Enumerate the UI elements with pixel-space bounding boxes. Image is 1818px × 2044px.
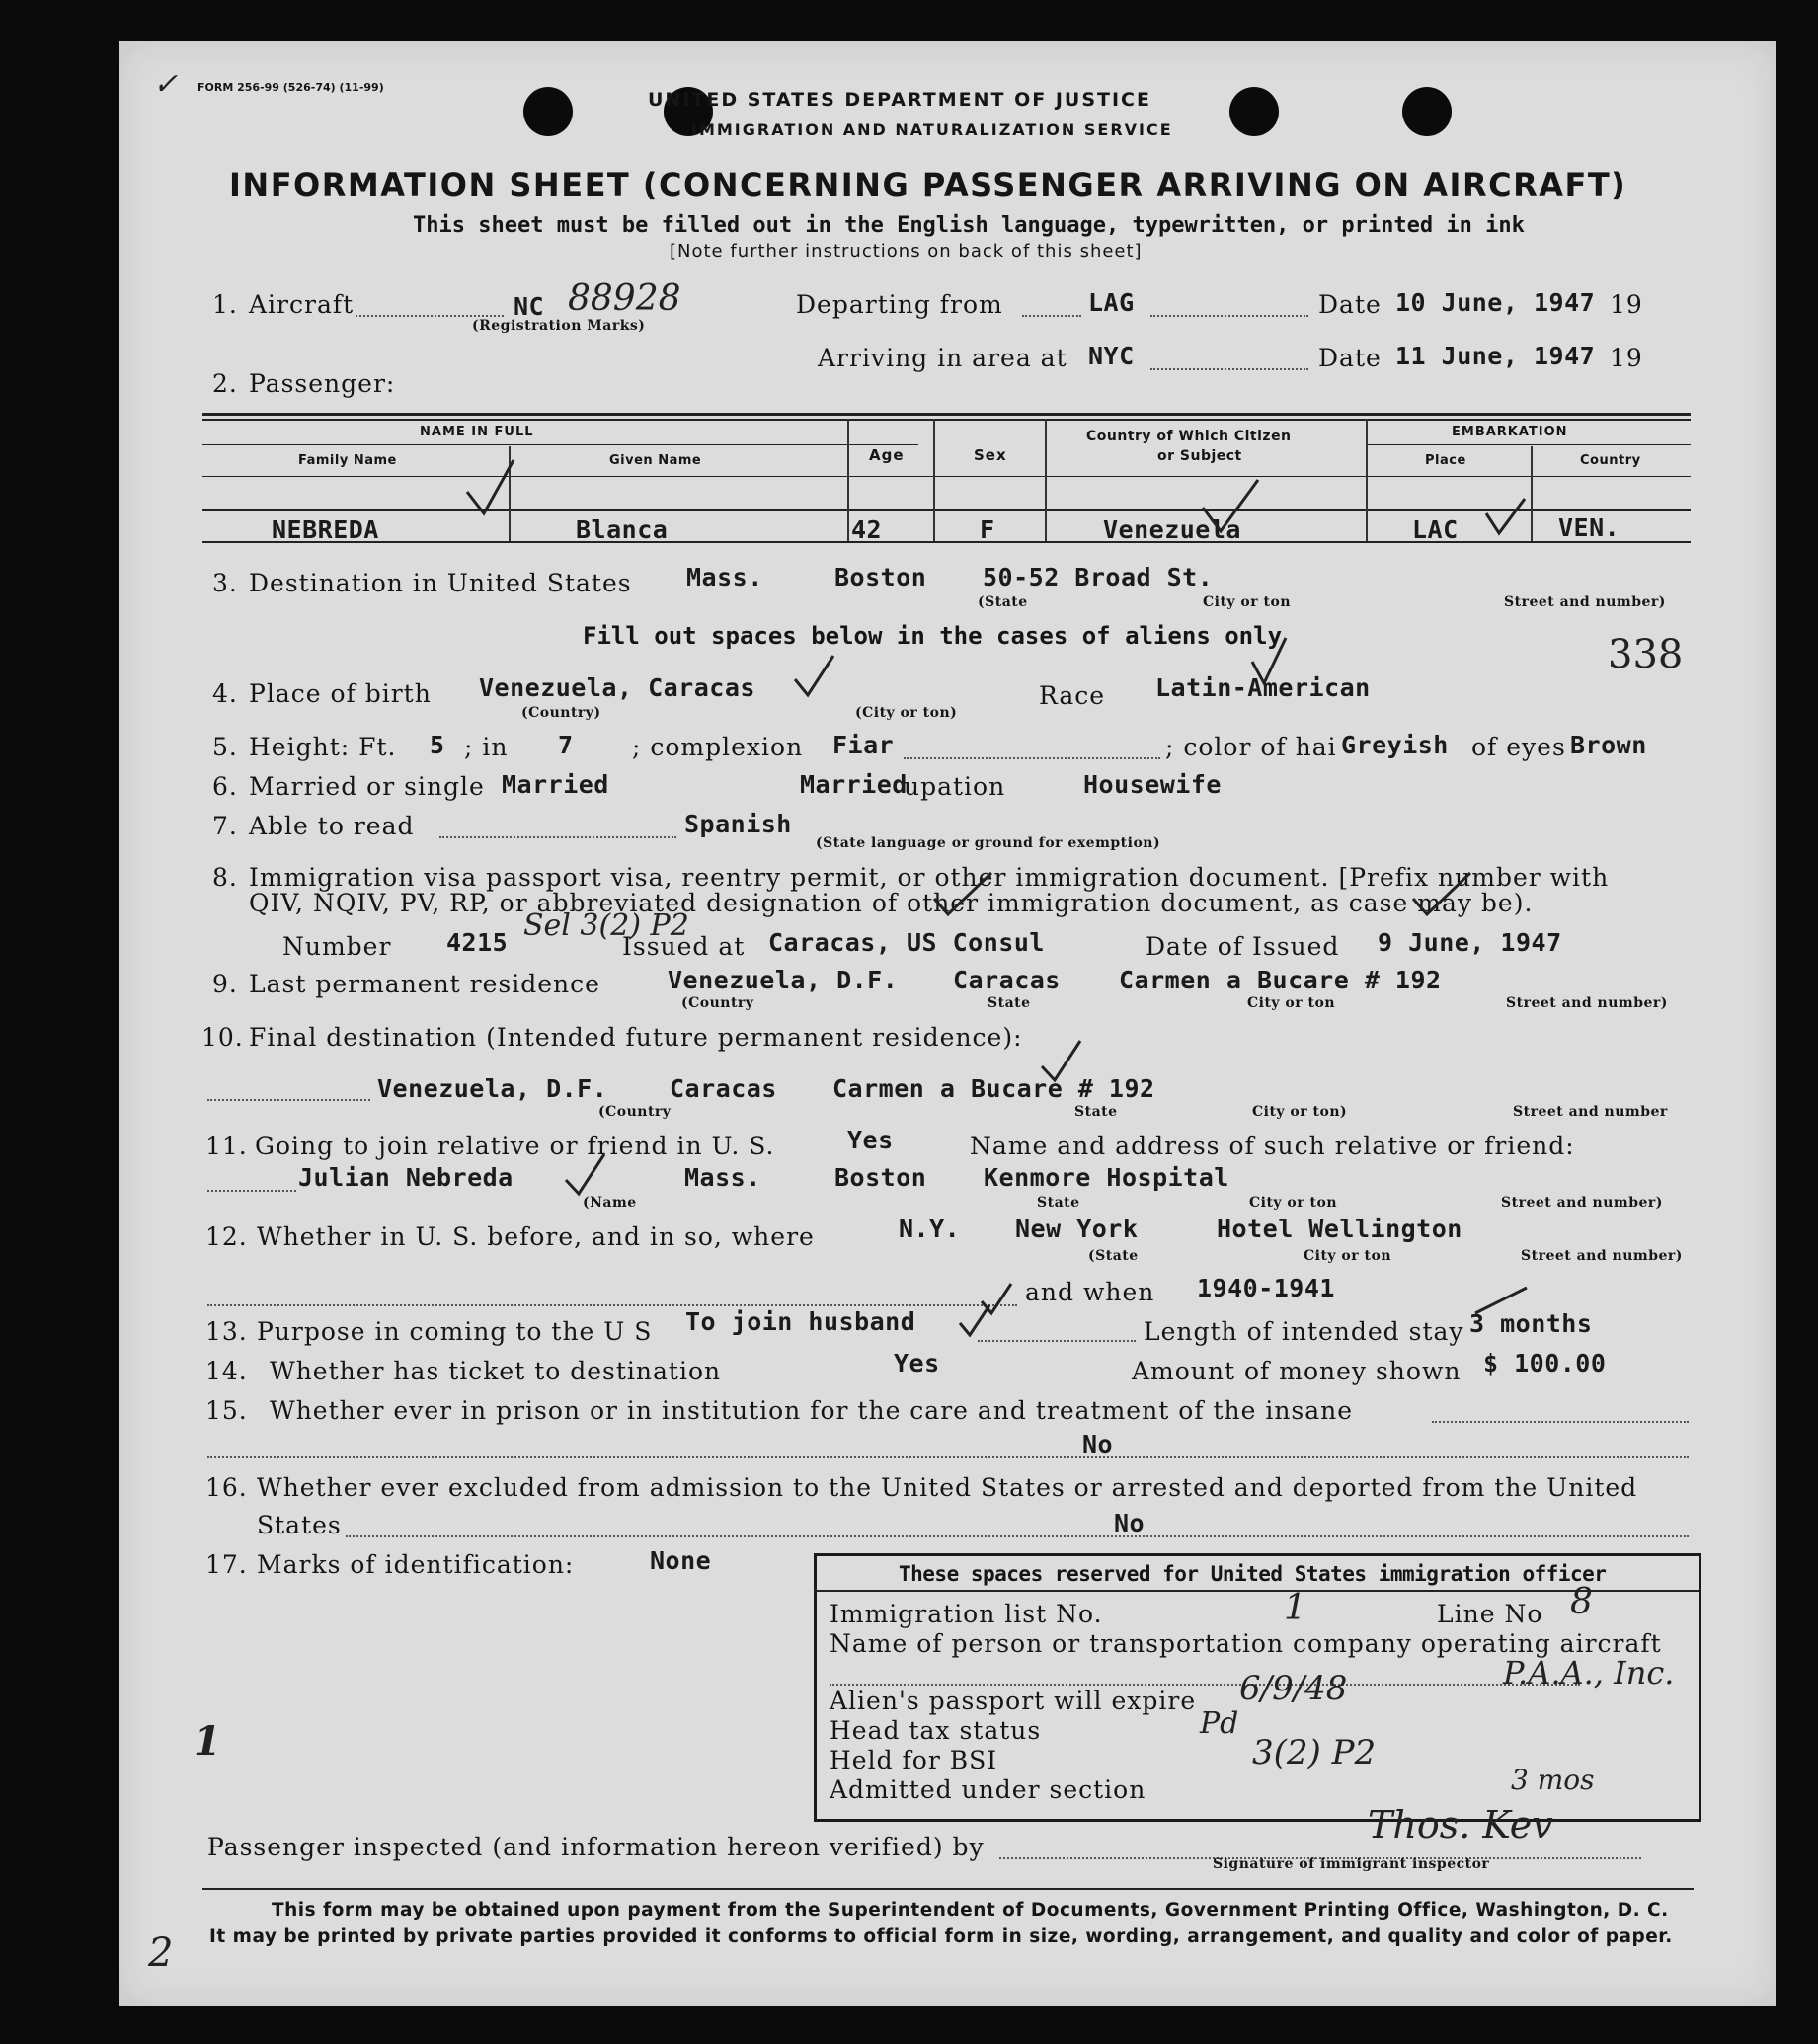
- q11-number: 11.: [205, 1132, 248, 1160]
- dest-city: Boston: [834, 563, 927, 591]
- passenger-sex: F: [980, 515, 995, 544]
- residence-street: Carmen a Bucare # 192: [1119, 966, 1442, 994]
- line-number-label: Line No: [1437, 1600, 1543, 1628]
- margin-mark-mid: 1: [194, 1718, 221, 1765]
- dest-street: 50-52 Broad St.: [983, 563, 1214, 591]
- check-mark-icon: [561, 1150, 610, 1200]
- check-mark-icon: [790, 652, 839, 701]
- table-column-divider: [1366, 419, 1368, 541]
- q8-text-line1: Immigration visa passport visa, reentry permit, or other immigration document. [Prefix number with: [249, 863, 1610, 892]
- officer-box-heading: These spaces reserved for United States immigration officer: [899, 1562, 1607, 1586]
- immigration-list-value: 1: [1284, 1588, 1306, 1628]
- immigration-list-label: Immigration list No.: [830, 1600, 1103, 1628]
- service-heading: IMMIGRATION AND NATURALIZATION SERVICE: [691, 120, 1173, 139]
- q10-number: 10.: [201, 1023, 244, 1052]
- q17-label: Marks of identification:: [257, 1550, 575, 1579]
- q6-number: 6.: [212, 772, 238, 801]
- caption-state: (State: [1088, 1248, 1139, 1264]
- caption-city: (City or ton): [855, 705, 958, 721]
- citizenship-header: Country of Which Citizen: [1086, 429, 1292, 444]
- punch-hole: [523, 87, 573, 136]
- date-label: Date: [1318, 344, 1382, 372]
- leader-dots: [978, 1339, 1136, 1342]
- q5-number: 5.: [212, 733, 238, 761]
- department-heading: UNITED STATES DEPARTMENT OF JUSTICE: [648, 89, 1151, 111]
- occupation-label: upation: [904, 772, 1006, 801]
- passenger-age: 42: [851, 515, 883, 544]
- footer-line-1: This form may be obtained upon payment from the Superintendent of Documents, Government Printing Office, Washington, D. C.: [272, 1900, 1669, 1921]
- q3-number: 3.: [212, 569, 238, 597]
- prior-street: Hotel Wellington: [1217, 1215, 1462, 1243]
- table-rule: [202, 476, 1691, 477]
- table-rule: [202, 413, 1691, 416]
- money-label: Amount of money shown: [1132, 1357, 1462, 1385]
- q7-label: Able to read: [249, 812, 415, 840]
- complexion: Fiar: [832, 731, 895, 759]
- relative-state: Mass.: [684, 1163, 761, 1192]
- q4-label: Place of birth: [249, 679, 432, 708]
- sex-header: Sex: [974, 446, 1007, 464]
- prior-city: New York: [1015, 1215, 1139, 1243]
- margin-mark-top: ✓: [153, 67, 179, 102]
- check-mark-icon: [928, 869, 997, 918]
- q16-label-2: States: [257, 1511, 342, 1539]
- when-label: and when: [1025, 1278, 1155, 1306]
- number-label: Number: [282, 932, 392, 961]
- q13-number: 13.: [205, 1317, 248, 1346]
- caption-street: Street and number): [1501, 1195, 1663, 1211]
- table-column-divider: [1045, 419, 1047, 541]
- table-column-divider: [847, 419, 849, 541]
- purpose: To join husband: [685, 1307, 916, 1336]
- form-note: [Note further instructions on back of this sheet]: [670, 241, 1143, 262]
- embarkation-place-header: Place: [1425, 453, 1466, 468]
- departure-date: 10 June, 1947: [1395, 288, 1596, 317]
- q9-number: 9.: [212, 970, 238, 998]
- leader-dots: [439, 835, 676, 838]
- stay-label: Length of intended stay: [1144, 1317, 1464, 1346]
- q11-label: Going to join relative or friend in U. S.: [255, 1132, 775, 1160]
- caption-street: Street and number): [1504, 594, 1666, 610]
- table-rule: [1368, 444, 1691, 445]
- leader-dots: [904, 756, 1160, 759]
- year-prefix: 19: [1610, 290, 1643, 319]
- prior-when: 1940-1941: [1197, 1274, 1335, 1302]
- signature-caption: Signature of immigrant inspector: [1213, 1856, 1490, 1872]
- date-issued-label: Date of Issued: [1146, 932, 1340, 961]
- form-title: INFORMATION SHEET (CONCERNING PASSENGER ARRIVING ON AIRCRAFT): [229, 166, 1627, 203]
- departing-from: LAG: [1088, 288, 1135, 317]
- family-name: NEBREDA: [272, 515, 379, 544]
- excluded-answer: No: [1114, 1509, 1146, 1537]
- table-rule: [202, 509, 1691, 511]
- caption-city: City or ton: [1247, 995, 1336, 1011]
- residence-state: Caracas: [953, 966, 1061, 994]
- table-rule: [202, 541, 1691, 543]
- caption-city: City or ton): [1252, 1104, 1348, 1120]
- occupation-overstrike: Married: [800, 770, 908, 799]
- q4-number: 4.: [212, 679, 238, 708]
- aircraft-registration: 88928: [568, 278, 681, 319]
- q16-number: 16.: [205, 1473, 248, 1502]
- birth-place: Venezuela, Caracas: [479, 673, 755, 702]
- family-name-header: Family Name: [298, 453, 397, 468]
- race: Latin-American: [1155, 673, 1371, 702]
- document-number-annotation: Sel 3(2) P2: [523, 908, 689, 943]
- table-rule: [202, 444, 918, 445]
- q14-number: 14.: [205, 1357, 248, 1385]
- complexion-label: ; complexion: [632, 733, 804, 761]
- final-street: Carmen a Bucare # 192: [832, 1074, 1155, 1103]
- dest-state: Mass.: [686, 563, 763, 591]
- margin-number: 338: [1608, 632, 1684, 677]
- marital-status: Married: [502, 770, 609, 799]
- leader-dots: [356, 314, 504, 317]
- box-rule: [814, 1590, 1699, 1592]
- identification-marks: None: [650, 1546, 712, 1575]
- q11-label-2: Name and address of such relative or friend:: [970, 1132, 1575, 1160]
- q8-text-line2: QIV, NQIV, PV, RP, or abbreviated designation of other immigration document, as case may be).: [249, 889, 1534, 917]
- caption-street: Street and number): [1521, 1248, 1683, 1264]
- form-number: FORM 256-99 (526-74) (11-99): [198, 81, 384, 94]
- joining-relative: Yes: [847, 1126, 894, 1154]
- leader-dots: [1022, 314, 1081, 317]
- has-ticket: Yes: [894, 1349, 940, 1377]
- footer-line-2: It may be printed by private parties provided it conforms to official form in size, wording, arrangement, and quality and color of paper.: [209, 1926, 1673, 1947]
- hair-label: ; color of hai: [1165, 733, 1337, 761]
- aircraft-prefix: NC: [514, 292, 545, 321]
- footer-rule: [202, 1888, 1694, 1890]
- q15-label: Whether ever in prison or in institution for the care and treatment of the insane: [270, 1396, 1354, 1425]
- q2-number: 2.: [212, 369, 238, 398]
- aliens-only-heading: Fill out spaces below in the cases of aliens only: [583, 622, 1283, 650]
- date-label: Date: [1318, 290, 1382, 319]
- reading-language: Spanish: [684, 810, 792, 838]
- caption-state: State: [1074, 1104, 1118, 1120]
- final-state: Caracas: [670, 1074, 777, 1103]
- leader-dots: [830, 1683, 1580, 1686]
- q7-number: 7.: [212, 812, 238, 840]
- final-country: Venezuela, D.F.: [377, 1074, 608, 1103]
- citizenship: Venezuela: [1103, 515, 1241, 544]
- q2-label: Passenger:: [249, 369, 396, 398]
- inspection-label: Passenger inspected (and information hereon verified) by: [207, 1833, 985, 1861]
- caption-street: Street and number: [1513, 1104, 1668, 1120]
- leader-dots: [1150, 367, 1308, 370]
- caption-country: (Country): [521, 705, 601, 721]
- money-shown: $ 100.00: [1483, 1349, 1607, 1377]
- q6-label: Married or single: [249, 772, 485, 801]
- leader-dots: [207, 1455, 1689, 1458]
- caption-state: State: [988, 995, 1031, 1011]
- eye-color: Brown: [1570, 731, 1647, 759]
- relative-street: Kenmore Hospital: [984, 1163, 1229, 1192]
- relative-name: Julian Nebreda: [298, 1163, 514, 1192]
- check-mark-icon: [1037, 1037, 1086, 1086]
- head-tax-value: Pd: [1200, 1706, 1239, 1741]
- prior-state: N.Y.: [899, 1215, 961, 1243]
- hair-color: Greyish: [1341, 731, 1449, 759]
- q16-label: Whether ever excluded from admission to the United States or arrested and deported from the United: [257, 1473, 1638, 1502]
- held-bsi-value: 3(2) P2: [1252, 1733, 1377, 1772]
- citizenship-header-2: or Subject: [1157, 448, 1242, 464]
- punch-hole: [1402, 87, 1452, 136]
- inspector-signature: Thos. Kev: [1368, 1803, 1553, 1847]
- q15-number: 15.: [205, 1396, 248, 1425]
- date-issued: 9 June, 1947: [1378, 928, 1562, 957]
- caption-state: State: [1037, 1195, 1080, 1211]
- leader-dots: [1150, 314, 1308, 317]
- race-label: Race: [1039, 681, 1106, 710]
- arriving-label: Arriving in area at: [818, 344, 1067, 372]
- check-mark-icon: [1407, 869, 1476, 918]
- embarkation-country: VEN.: [1558, 513, 1620, 542]
- q3-label: Destination in United States: [249, 569, 632, 597]
- stay-length: 3 months: [1469, 1309, 1593, 1338]
- relative-city: Boston: [834, 1163, 927, 1192]
- height-in: 7: [558, 731, 574, 759]
- held-bsi-label: Held for BSI: [830, 1746, 998, 1774]
- q14-label: Whether has ticket to destination: [270, 1357, 722, 1385]
- arrival-date: 11 June, 1947: [1395, 342, 1596, 370]
- table-column-divider: [1531, 446, 1533, 541]
- line-number-value: 8: [1570, 1582, 1593, 1622]
- company-label: Name of person or transportation company operating aircraft: [830, 1629, 1662, 1658]
- embarkation-place: LAC: [1412, 515, 1459, 544]
- caption-street: Street and number): [1506, 995, 1668, 1011]
- check-mark-icon: [956, 1301, 995, 1341]
- q1-number: 1.: [212, 290, 238, 319]
- issued-at: Caracas, US Consul: [768, 928, 1045, 957]
- check-mark-icon: [1246, 632, 1296, 691]
- check-mark-icon: [1195, 470, 1264, 539]
- reading-caption: (State language or ground for exemption): [816, 835, 1161, 851]
- leader-dots: [207, 1189, 296, 1192]
- punch-hole: [1229, 87, 1279, 136]
- head-tax-label: Head tax status: [830, 1716, 1042, 1745]
- admitted-section-label: Admitted under section: [830, 1775, 1146, 1804]
- table-rule: [202, 419, 1691, 421]
- year-prefix: 19: [1610, 344, 1643, 372]
- issued-at-label: Issued at: [622, 932, 746, 961]
- caption-country: (Country: [681, 995, 754, 1011]
- height-ft-label: Height: Ft.: [249, 733, 397, 761]
- caption-name: (Name: [583, 1195, 637, 1211]
- occupation: Housewife: [1083, 770, 1222, 799]
- passport-expiry-value: 6/9/48: [1239, 1669, 1348, 1708]
- name-in-full-header: NAME IN FULL: [420, 425, 534, 439]
- q1-label: Aircraft: [249, 290, 355, 319]
- embarkation-country-header: Country: [1580, 453, 1641, 468]
- check-mark-icon: [1481, 494, 1531, 543]
- q13-label: Purpose in coming to the U S: [257, 1317, 653, 1346]
- caption-state: (State: [978, 594, 1028, 610]
- passport-expiry-label: Alien's passport will expire: [830, 1687, 1197, 1715]
- company-value: P.A.A., Inc.: [1503, 1654, 1675, 1691]
- leader-dots: [1432, 1420, 1689, 1423]
- q12-label: Whether in U. S. before, and in so, where: [257, 1222, 815, 1251]
- caption-country: (Country: [598, 1104, 672, 1120]
- given-name: Blanca: [576, 515, 669, 544]
- table-column-divider: [933, 419, 935, 541]
- q12-number: 12.: [205, 1222, 248, 1251]
- residence-country: Venezuela, D.F.: [668, 966, 899, 994]
- departing-label: Departing from: [796, 290, 1003, 319]
- embarkation-header: EMBARKATION: [1452, 425, 1568, 439]
- margin-mark-bottom: 2: [148, 1930, 174, 1976]
- arriving-at: NYC: [1088, 342, 1135, 370]
- leader-dots: [207, 1303, 1017, 1306]
- leader-dots: [346, 1534, 1689, 1537]
- caption-city: City or ton: [1249, 1195, 1338, 1211]
- check-mark-icon: [462, 452, 521, 521]
- q17-number: 17.: [205, 1550, 248, 1579]
- document-number: 4215: [446, 928, 509, 957]
- leader-dots: [207, 1098, 370, 1101]
- age-header: Age: [869, 446, 905, 464]
- q9-label: Last permanent residence: [249, 970, 600, 998]
- eyes-label: of eyes: [1471, 733, 1566, 761]
- form-instructions: This sheet must be filled out in the English language, typewritten, or printed in ink: [413, 213, 1525, 238]
- height-ft: 5: [430, 731, 445, 759]
- q10-label: Final destination (Intended future permanent residence):: [249, 1023, 1023, 1052]
- registration-caption: (Registration Marks): [472, 318, 646, 334]
- prison-answer: No: [1082, 1430, 1114, 1458]
- height-in-label: ; in: [464, 733, 509, 761]
- caption-city: City or ton: [1304, 1248, 1392, 1264]
- admitted-section-value: 3 mos: [1511, 1764, 1595, 1796]
- given-name-header: Given Name: [609, 453, 702, 468]
- caption-city: City or ton: [1203, 594, 1292, 610]
- check-mark-icon: [1471, 1284, 1531, 1323]
- q8-number: 8.: [212, 863, 238, 892]
